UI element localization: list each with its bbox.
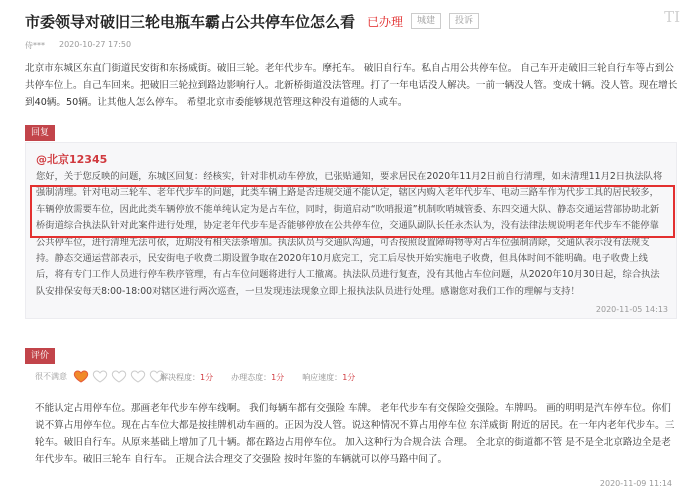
post-meta — [25, 40, 131, 51]
highlight-box — [30, 185, 675, 238]
post-author: 侍*** — [25, 41, 45, 50]
tag-complaint[interactable]: 投诉 — [449, 13, 479, 29]
post-date: 2020-10-27 17:50 — [59, 40, 132, 49]
page-header — [25, 10, 680, 32]
heart-empty-icon — [130, 368, 146, 384]
heart-empty-icon — [111, 368, 127, 384]
page-title: 市委领导对破旧三轮电瓶车霸占公共停车位怎么看 — [25, 12, 356, 31]
evaluation-date: 2020-11-09 11:14 — [599, 479, 672, 488]
evaluation-label: 评价 — [25, 348, 55, 364]
metric-speed: 响应速度：1分 — [302, 373, 356, 382]
rating-row — [35, 368, 165, 384]
reply-date: 2020-11-05 14:13 — [595, 305, 668, 314]
reply-author[interactable]: @北京12345 — [36, 153, 108, 166]
reply-label: 回复 — [25, 125, 55, 141]
heart-filled-icon — [73, 368, 89, 384]
heart-empty-icon — [92, 368, 108, 384]
site-logo: TI — [664, 8, 680, 26]
rating-hearts — [73, 368, 165, 384]
metric-resolution: 解决程度：1分 — [160, 373, 214, 382]
complaint-text: 北京市东城区东直门街道民安街和东扬威街。破旧三轮。老年代步车。摩托车。 破旧自行车。私自占用公共停车位。 自己车开走破旧三轮自行车等占到公共停车位上。自己车回来。把破旧三轮拉到路边影响行人。北新桥街道没法管理。打了一年电话没人解决。一前一辆没人管。变成十辆。没人管。现在增长到40辆。50辆。让其他人怎么停车。 希望北京市委能够规范管理这种没有道德的人或车。 — [25, 63, 678, 108]
reply-text: 您好，关于您反映的问题，东城区回复：经核实，针对非机动车停放，已张贴通知，要求居民在2020年11月2日前自行清理，如未清理11月2日执法队将强制清理。针对电动三轮车、老年代步车的问题，此类车辆上路是否违规交通不能认定，辖区内购入老年代步车、电动三路车作为代步工具的居民较多，车辆停放需要车位，因此此类车辆停放不能单纯认定为是占车位，同时，街道启动“吹哨报道”机制吹哨城管委、东四交通大队、静态交通运营部协助北新桥街道综合执法队针对此案件进行处理，协定老年代步车是否能够停放在公共停车位，交通队副队长任永杰认为，没有法律法规说明老年代步车不能停靠公共停车位，进行清理无法可依，近期没有相关法条增加。执法队员与交通队沟通，可否按照设置障碍物等对占车位强制清除，交通队表示没有法规支持。静态交通运营部表示，民安街电子收费二期设置争取在2020年10月底完工，完工后尽快开始实施电子收费，但具体时间不能明确。电子收费上线后，将有专门工作人员进行停车秩序管理，有占车位问题将进行人工撤离。执法队员进行复查，没有其他占车位问题，从2020年10月30日起，综合执法队安排保安每天8:00-18:00对辖区进行两次巡查，一旦发现违法现象立即上报执法队员进行处理。感谢您对我们工作的理解与支持！ — [36, 171, 663, 297]
evaluation-text: 不能认定占用停车位。那画老年代步车停车线啊。 我们每辆车都有交强险 车牌。 老年代步车有交保险交强险。车牌吗。 画的明明是汽车停车位。你们说不算占用停车位。现在占车位大都是按挂牌机动车画的。正因为没人管。说这种情况不算占用停车位 东洋威街 附近的居民。在一年内老年代步车。三轮车。破旧自行车。从原来基础上增加了几十辆。都在路边占用停车位。 加入这种行为合规合法 合理。 全北京的街道都不管 是不是全北京路边全是老年代步车。破旧三轮车 自行车。 正规合法合理交了交强险 按时年鉴的车辆就可以停马路中间了。 — [35, 403, 675, 465]
metric-attitude: 办理态度：1分 — [231, 373, 285, 382]
rating-label: 很不满意 — [35, 371, 67, 381]
tag-urban-construction[interactable]: 城建 — [411, 13, 441, 29]
evaluation-metrics — [160, 372, 355, 383]
status-badge: 已办理 — [367, 14, 404, 29]
